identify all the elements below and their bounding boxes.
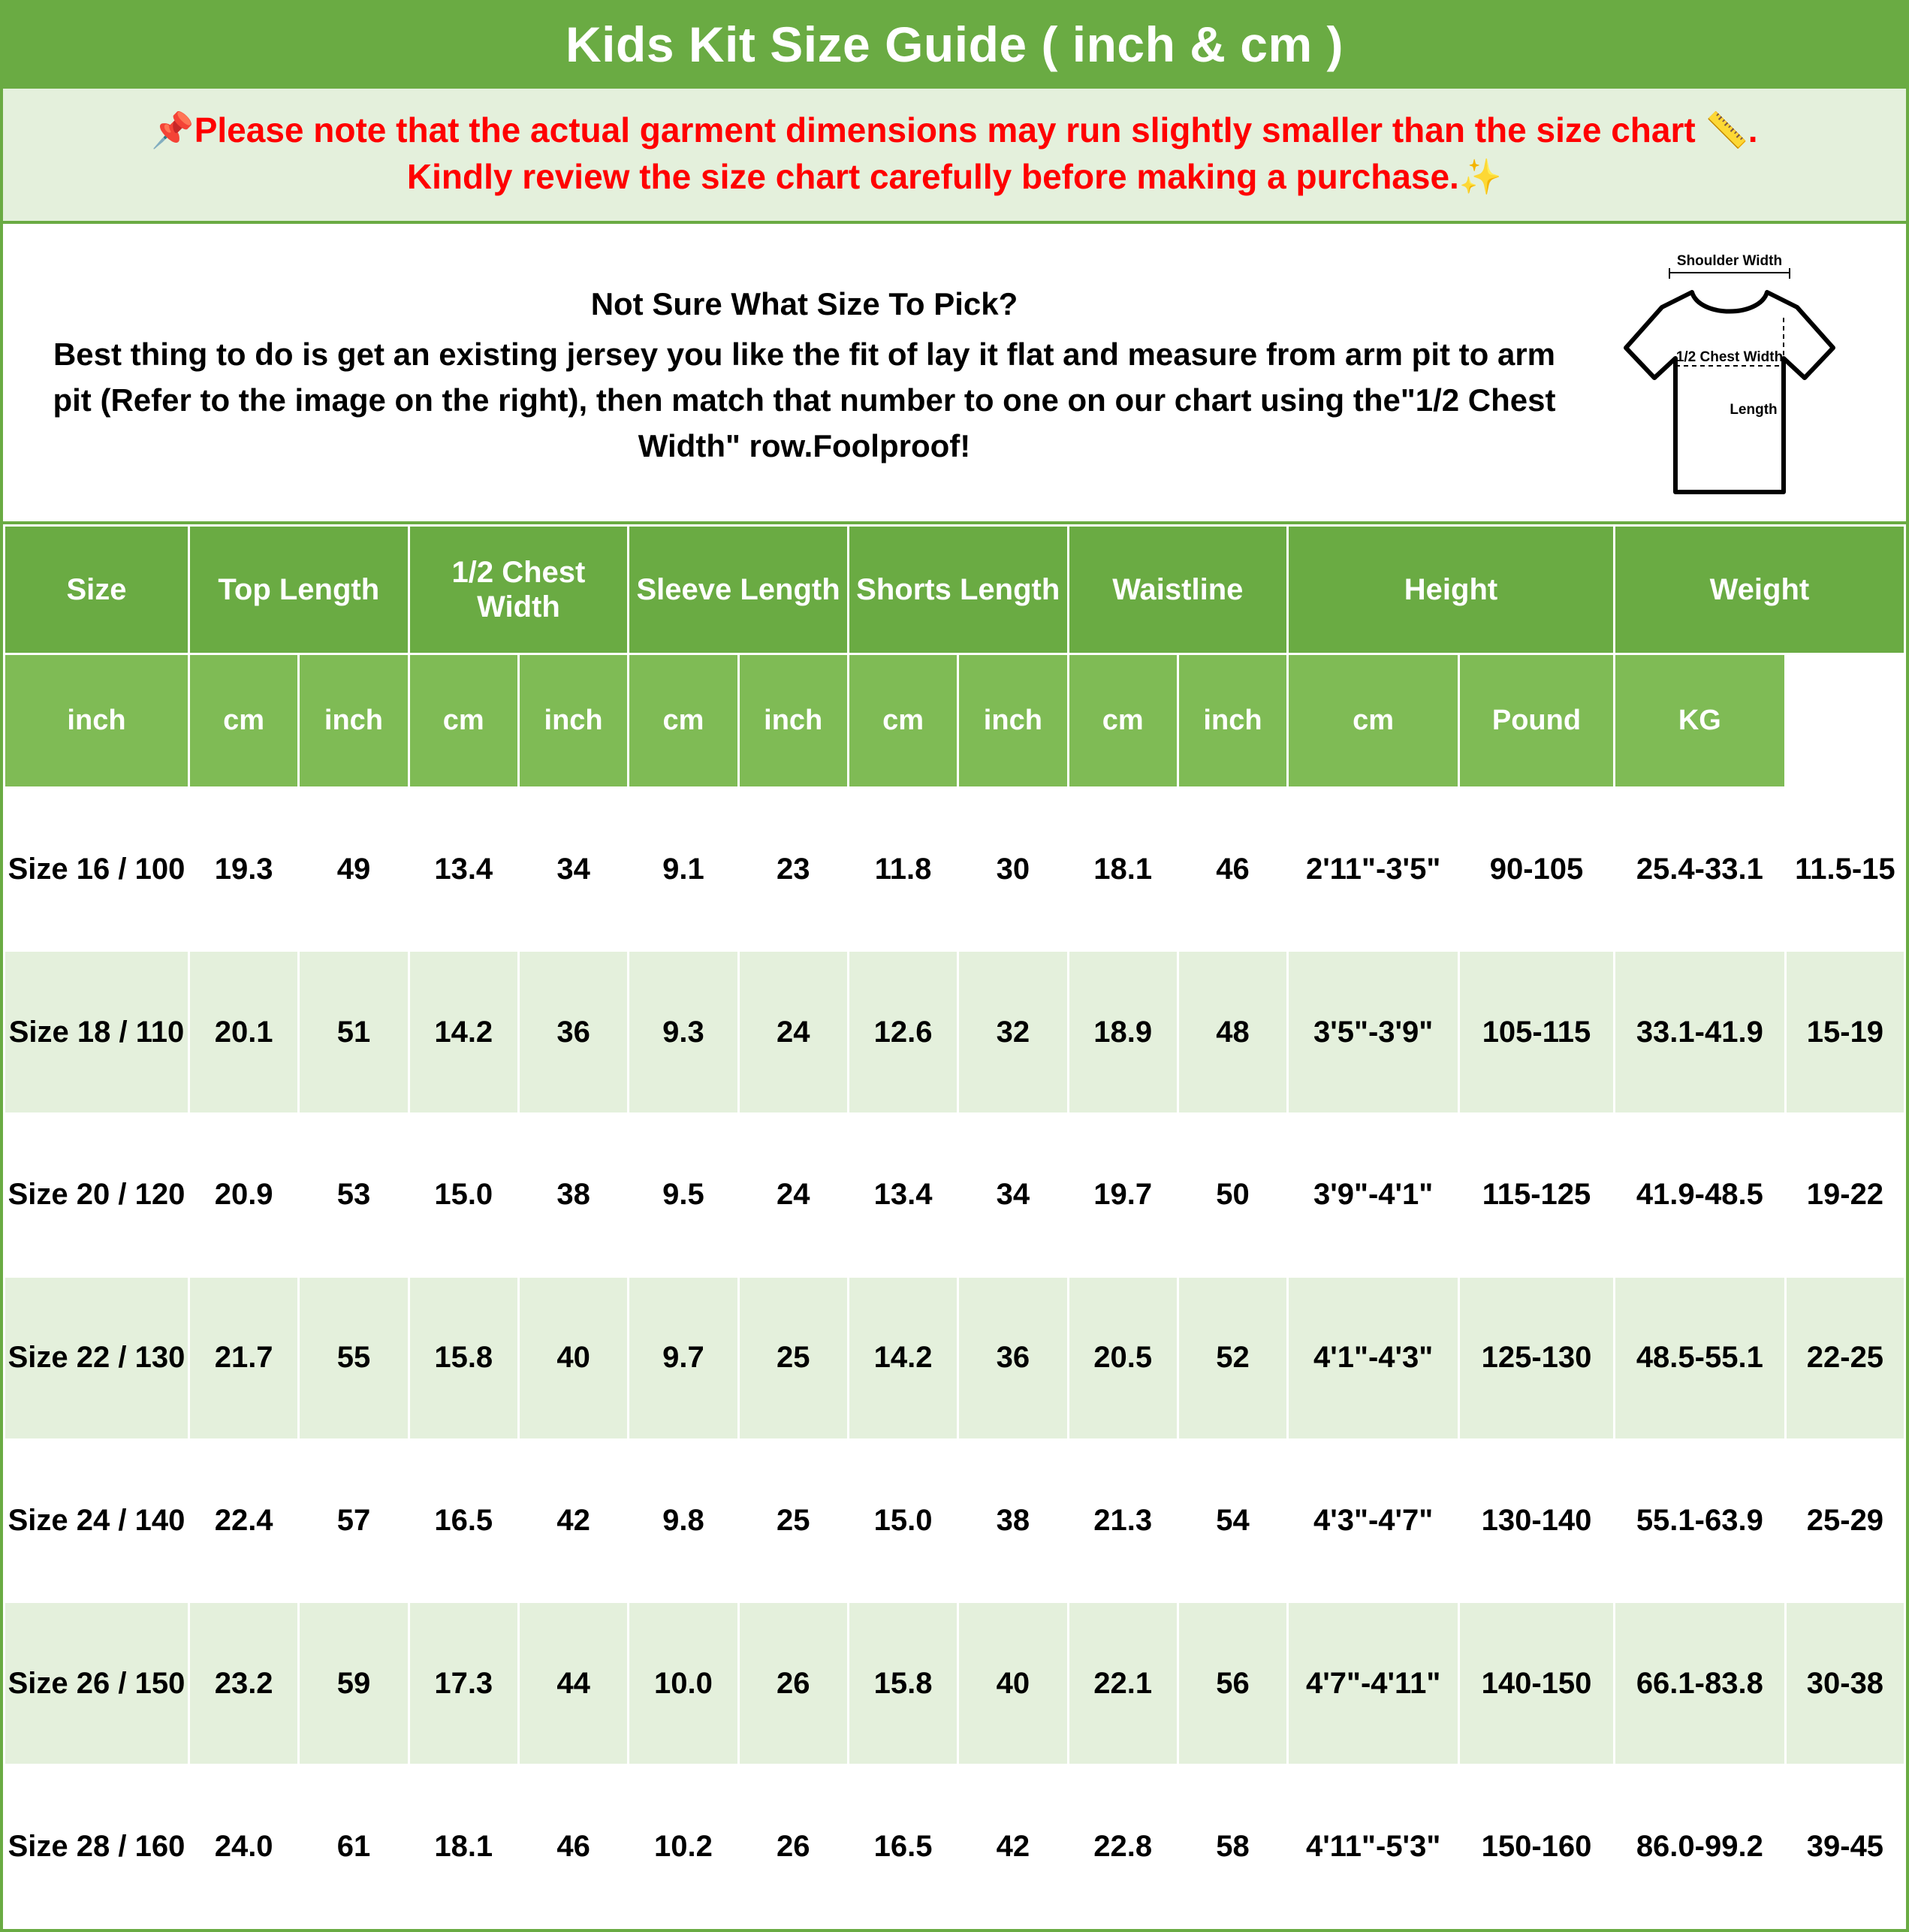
cell-height-cm: 125-130 <box>1459 1276 1615 1439</box>
cell-sleeve-inch: 9.1 <box>629 788 738 951</box>
cell-chest-cm: 34 <box>518 788 628 951</box>
cell-waistline-inch: 19.7 <box>1068 1113 1178 1276</box>
cell-weight-kg: 19-22 <box>1785 1113 1904 1276</box>
cell-waistline-cm: 54 <box>1178 1439 1287 1602</box>
table-group-header <box>5 526 1905 654</box>
notice-text-1: Please note that the actual garment dimensions may run slightly smaller than the size chart <box>194 110 1696 149</box>
cell-waistline-cm: 56 <box>1178 1602 1287 1765</box>
cell-shorts-cm: 30 <box>958 788 1068 951</box>
cell-shorts-inch: 12.6 <box>848 951 958 1114</box>
table-row <box>5 1276 1905 1439</box>
unit-chest-cm: cm <box>409 654 518 788</box>
cell-top-length-inch: 23.2 <box>188 1602 298 1765</box>
tshirt-measure-icon <box>1579 253 1880 509</box>
cell-top-length-cm: 55 <box>299 1276 409 1439</box>
header-top-length: Top Length <box>188 526 409 654</box>
table-row <box>5 1602 1905 1765</box>
info-block <box>3 224 1906 524</box>
cell-sleeve-inch: 9.8 <box>629 1439 738 1602</box>
page-title: Kids Kit Size Guide ( inch & cm ) <box>3 3 1906 89</box>
cell-top-length-inch: 20.1 <box>188 951 298 1114</box>
sparkle-icon: ✨ <box>1458 157 1503 197</box>
unit-top-length-inch: inch <box>5 654 189 788</box>
cell-top-length-cm: 49 <box>299 788 409 951</box>
cell-chest-cm: 44 <box>518 1602 628 1765</box>
cell-top-length-inch: 21.7 <box>188 1276 298 1439</box>
unit-waistline-inch: inch <box>958 654 1068 788</box>
cell-weight-pound: 86.0-99.2 <box>1614 1765 1785 1928</box>
cell-shorts-inch: 14.2 <box>848 1276 958 1439</box>
table-body <box>5 788 1905 1928</box>
header-sleeve-length: Sleeve Length <box>629 526 849 654</box>
cell-chest-cm: 40 <box>518 1276 628 1439</box>
unit-shorts-inch: inch <box>738 654 848 788</box>
cell-chest-inch: 15.8 <box>409 1276 518 1439</box>
table-row <box>5 1113 1905 1276</box>
cell-weight-pound: 48.5-55.1 <box>1614 1276 1785 1439</box>
unit-sleeve-inch: inch <box>518 654 628 788</box>
cell-sleeve-inch: 10.2 <box>629 1765 738 1928</box>
cell-waistline-inch: 21.3 <box>1068 1439 1178 1602</box>
cell-weight-kg: 39-45 <box>1785 1765 1904 1928</box>
cell-sleeve-inch: 9.3 <box>629 951 738 1114</box>
header-size: Size <box>5 526 189 654</box>
cell-shorts-cm: 42 <box>958 1765 1068 1928</box>
cell-weight-kg: 22-25 <box>1785 1276 1904 1439</box>
unit-weight-kg: KG <box>1614 654 1785 788</box>
table-row <box>5 1439 1905 1602</box>
cell-sleeve-cm: 26 <box>738 1602 848 1765</box>
header-weight: Weight <box>1614 526 1904 654</box>
cell-height-cm: 150-160 <box>1459 1765 1615 1928</box>
header-shorts-length: Shorts Length <box>848 526 1068 654</box>
unit-sleeve-cm: cm <box>629 654 738 788</box>
unit-height-cm: cm <box>1288 654 1459 788</box>
cell-height-inch: 4'11"-5'3" <box>1288 1765 1459 1928</box>
cell-waistline-cm: 46 <box>1178 788 1287 951</box>
cell-shorts-inch: 15.0 <box>848 1439 958 1602</box>
notice-line-1: 📌Please note that the actual garment dimensions may run slightly smaller than the size chart 📏. <box>151 110 1758 149</box>
table-unit-header <box>5 654 1905 788</box>
header-height: Height <box>1288 526 1615 654</box>
cell-size: Size 26 / 150 <box>5 1602 189 1765</box>
info-headline: Not Sure What Size To Pick? <box>590 286 1018 322</box>
cell-height-inch: 4'7"-4'11" <box>1288 1602 1459 1765</box>
cell-size: Size 22 / 130 <box>5 1276 189 1439</box>
cell-size: Size 16 / 100 <box>5 788 189 951</box>
cell-sleeve-cm: 24 <box>738 951 848 1114</box>
cell-weight-kg: 25-29 <box>1785 1439 1904 1602</box>
cell-chest-cm: 46 <box>518 1765 628 1928</box>
info-text <box>18 282 1568 469</box>
cell-top-length-cm: 57 <box>299 1439 409 1602</box>
cell-shorts-cm: 34 <box>958 1113 1068 1276</box>
cell-height-inch: 3'9"-4'1" <box>1288 1113 1459 1276</box>
cell-height-inch: 4'1"-4'3" <box>1288 1276 1459 1439</box>
cell-height-inch: 4'3"-4'7" <box>1288 1439 1459 1602</box>
cell-height-inch: 2'11"-3'5" <box>1288 788 1459 951</box>
cell-top-length-cm: 61 <box>299 1765 409 1928</box>
cell-height-cm: 115-125 <box>1459 1113 1615 1276</box>
cell-top-length-inch: 22.4 <box>188 1439 298 1602</box>
cell-weight-pound: 41.9-48.5 <box>1614 1113 1785 1276</box>
cell-weight-pound: 66.1-83.8 <box>1614 1602 1785 1765</box>
cell-size: Size 20 / 120 <box>5 1113 189 1276</box>
notice-line-2 <box>26 153 1883 200</box>
unit-shorts-cm: cm <box>848 654 958 788</box>
cell-shorts-cm: 32 <box>958 951 1068 1114</box>
cell-weight-pound: 55.1-63.9 <box>1614 1439 1785 1602</box>
cell-weight-pound: 33.1-41.9 <box>1614 951 1785 1114</box>
notice-text-2: Kindly review the size chart carefully before making a purchase. <box>406 157 1459 197</box>
cell-waistline-cm: 58 <box>1178 1765 1287 1928</box>
cell-shorts-cm: 40 <box>958 1602 1068 1765</box>
unit-chest-inch: inch <box>299 654 409 788</box>
cell-shorts-cm: 38 <box>958 1439 1068 1602</box>
cell-chest-inch: 16.5 <box>409 1439 518 1602</box>
cell-size: Size 18 / 110 <box>5 951 189 1114</box>
cell-shorts-inch: 16.5 <box>848 1765 958 1928</box>
cell-chest-inch: 15.0 <box>409 1113 518 1276</box>
cell-waistline-inch: 22.8 <box>1068 1765 1178 1928</box>
cell-top-length-inch: 24.0 <box>188 1765 298 1928</box>
cell-top-length-cm: 59 <box>299 1602 409 1765</box>
cell-chest-cm: 38 <box>518 1113 628 1276</box>
table-row <box>5 951 1905 1114</box>
ruler-icon: 📏 <box>1705 110 1748 149</box>
cell-chest-inch: 17.3 <box>409 1602 518 1765</box>
cell-waistline-cm: 50 <box>1178 1113 1287 1276</box>
unit-top-length-cm: cm <box>188 654 298 788</box>
table-row <box>5 1765 1905 1928</box>
cell-weight-kg: 30-38 <box>1785 1602 1904 1765</box>
cell-sleeve-inch: 10.0 <box>629 1602 738 1765</box>
svg-text:1/2 Chest Width: 1/2 Chest Width <box>1675 349 1784 366</box>
cell-waistline-inch: 18.9 <box>1068 951 1178 1114</box>
cell-top-length-inch: 20.9 <box>188 1113 298 1276</box>
cell-waistline-cm: 48 <box>1178 951 1287 1114</box>
pin-icon: 📌 <box>151 110 195 149</box>
cell-height-cm: 140-150 <box>1459 1602 1615 1765</box>
svg-text:Shoulder Width: Shoulder Width <box>1676 253 1783 270</box>
cell-waistline-inch: 18.1 <box>1068 788 1178 951</box>
cell-shorts-inch: 11.8 <box>848 788 958 951</box>
unit-height-inch: inch <box>1178 654 1287 788</box>
unit-weight-pound: Pound <box>1459 654 1615 788</box>
cell-top-length-cm: 51 <box>299 951 409 1114</box>
cell-chest-cm: 42 <box>518 1439 628 1602</box>
unit-header-row <box>5 654 1905 788</box>
group-header-row <box>5 526 1905 654</box>
cell-weight-kg: 15-19 <box>1785 951 1904 1114</box>
cell-sleeve-cm: 23 <box>738 788 848 951</box>
cell-shorts-cm: 36 <box>958 1276 1068 1439</box>
cell-sleeve-cm: 26 <box>738 1765 848 1928</box>
cell-height-cm: 130-140 <box>1459 1439 1615 1602</box>
cell-chest-inch: 18.1 <box>409 1765 518 1928</box>
table-row <box>5 788 1905 951</box>
header-half-chest-width: 1/2 Chest Width <box>409 526 629 654</box>
cell-weight-kg: 11.5-15 <box>1785 788 1904 951</box>
cell-waistline-inch: 22.1 <box>1068 1602 1178 1765</box>
cell-size: Size 24 / 140 <box>5 1439 189 1602</box>
cell-sleeve-inch: 9.7 <box>629 1276 738 1439</box>
cell-top-length-cm: 53 <box>299 1113 409 1276</box>
info-body: Best thing to do is get an existing jersey you like the fit of lay it flat and measure from arm pit to arm pit (Refer to the image on the right), then match that number to one on our chart using the"1/2 Chest Width" row.Foolproof! <box>53 337 1556 464</box>
cell-height-inch: 3'5"-3'9" <box>1288 951 1459 1114</box>
tshirt-diagram <box>1568 243 1891 509</box>
cell-sleeve-cm: 25 <box>738 1439 848 1602</box>
cell-shorts-inch: 15.8 <box>848 1602 958 1765</box>
cell-chest-cm: 36 <box>518 951 628 1114</box>
cell-waistline-inch: 20.5 <box>1068 1276 1178 1439</box>
notice-banner <box>3 89 1906 224</box>
cell-waistline-cm: 52 <box>1178 1276 1287 1439</box>
header-waistline: Waistline <box>1068 526 1288 654</box>
cell-sleeve-inch: 9.5 <box>629 1113 738 1276</box>
cell-shorts-inch: 13.4 <box>848 1113 958 1276</box>
unit-waistline-cm: cm <box>1068 654 1178 788</box>
cell-height-cm: 105-115 <box>1459 951 1615 1114</box>
cell-height-cm: 90-105 <box>1459 788 1615 951</box>
cell-chest-inch: 13.4 <box>409 788 518 951</box>
cell-size: Size 28 / 160 <box>5 1765 189 1928</box>
cell-weight-pound: 25.4-33.1 <box>1614 788 1785 951</box>
size-chart-table <box>3 524 1906 1929</box>
svg-text:Length: Length <box>1730 402 1778 418</box>
cell-chest-inch: 14.2 <box>409 951 518 1114</box>
cell-sleeve-cm: 25 <box>738 1276 848 1439</box>
cell-top-length-inch: 19.3 <box>188 788 298 951</box>
cell-sleeve-cm: 24 <box>738 1113 848 1276</box>
